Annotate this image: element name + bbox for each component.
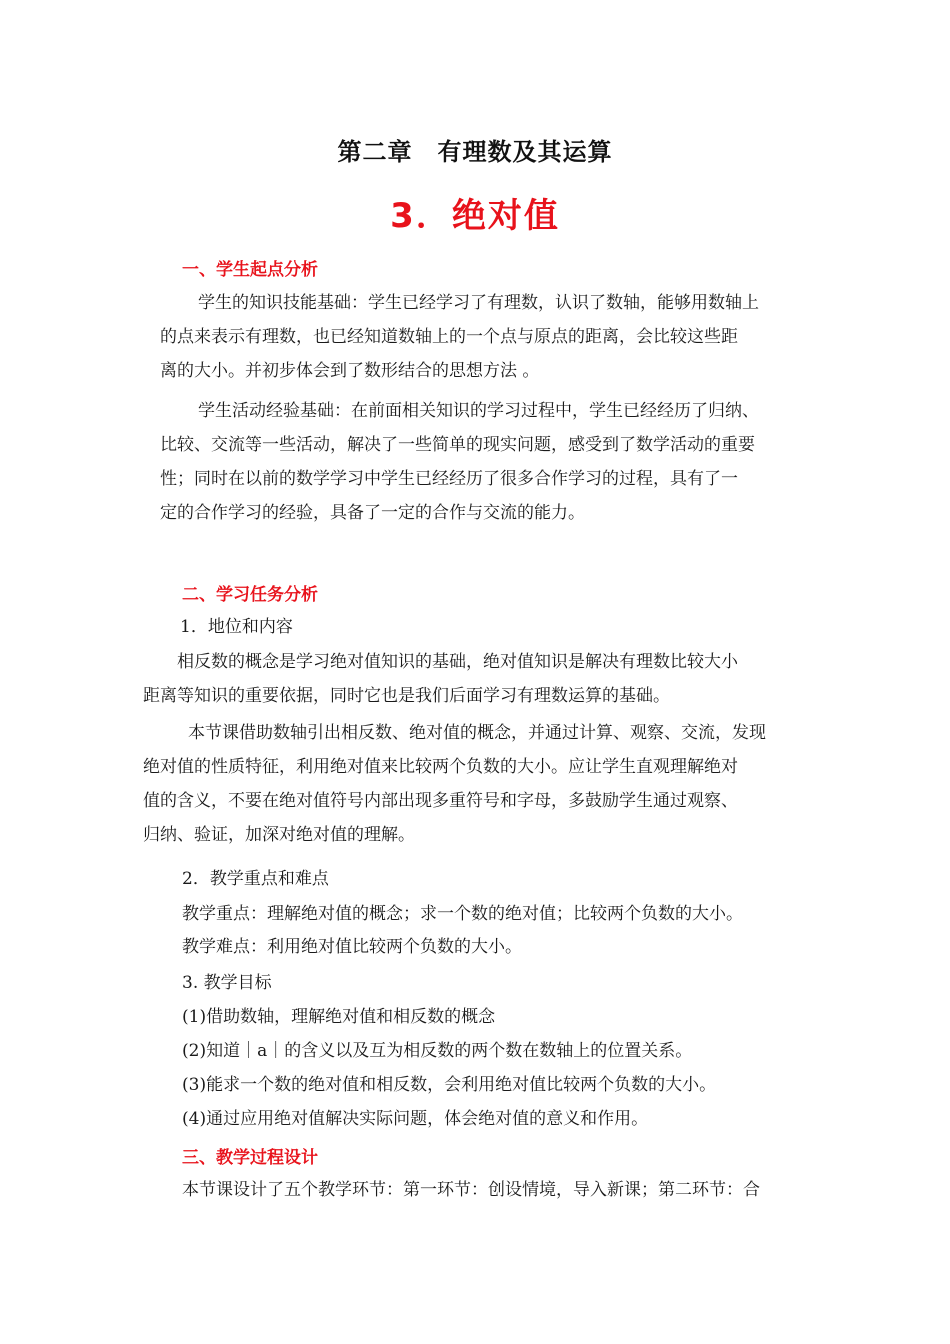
section-heading-process-design: 三、教学过程设计 <box>182 1148 318 1168</box>
lesson-title: 3．绝对值 <box>390 196 560 236</box>
subheading-goals: 3. 教学目标 <box>182 973 272 993</box>
paragraph-activity-basis <box>160 394 759 530</box>
text-line: 学生活动经验基础：在前面相关知识的学习过程中，学生已经经历了归纳、 <box>198 401 759 421</box>
section-heading-student-analysis: 一、学生起点分析 <box>182 260 318 280</box>
text-line: 的点来表示有理数，也已经知道数轴上的一个点与原点的距离，会比较这些距 <box>160 327 738 347</box>
goals-list <box>182 1000 716 1136</box>
text-line: 归纳、验证，加深对绝对值的理解。 <box>143 825 415 845</box>
text-line: 绝对值的性质特征，利用绝对值来比较两个负数的大小。应让学生直观理解绝对 <box>143 757 738 777</box>
text-line: 距离等知识的重要依据，同时它也是我们后面学习有理数运算的基础。 <box>143 686 670 706</box>
paragraph-process: 本节课设计了五个教学环节：第一环节：创设情境，导入新课；第二环节：合 <box>182 1180 760 1200</box>
text-line: 本节课借助数轴引出相反数、绝对值的概念，并通过计算、观察、交流，发现 <box>188 723 766 743</box>
difficulty-text: 教学难点：利用绝对值比较两个负数的大小。 <box>182 937 522 957</box>
text-line: 相反数的概念是学习绝对值知识的基础，绝对值知识是解决有理数比较大小 <box>177 652 738 672</box>
text-line: 学生的知识技能基础：学生已经学习了有理数，认识了数轴，能够用数轴上 <box>198 293 759 313</box>
text-line: 值的含义，不要在绝对值符号内部出现多重符号和字母，多鼓励学生通过观察、 <box>143 791 738 811</box>
paragraph-content <box>143 716 766 852</box>
goal-item: (1)借助数轴，理解绝对值和相反数的概念 <box>182 1007 496 1027</box>
text-line: 定的合作学习的经验，具备了一定的合作与交流的能力。 <box>160 503 585 523</box>
goal-item: (2)知道｜a｜的含义以及互为相反数的两个数在数轴上的位置关系。 <box>182 1041 693 1061</box>
text-line: 离的大小。并初步体会到了数形结合的思想方法 。 <box>160 361 540 381</box>
section-heading-task-analysis: 二、学习任务分析 <box>182 585 318 605</box>
key-point-text: 教学重点：理解绝对值的概念；求一个数的绝对值；比较两个负数的大小。 <box>182 904 743 924</box>
paragraph-knowledge-basis <box>160 286 759 388</box>
goal-item: (4)通过应用绝对值解决实际问题，体会绝对值的意义和作用。 <box>182 1109 649 1129</box>
paragraph-position <box>143 645 738 713</box>
subheading-key-points: 2．教学重点和难点 <box>182 869 329 889</box>
text-line: 性；同时在以前的数学学习中学生已经经历了很多合作学习的过程，具有了一 <box>160 469 738 489</box>
chapter-title: 第二章 有理数及其运算 <box>337 138 613 166</box>
text-line: 比较、交流等一些活动，解决了一些简单的现实问题，感受到了数学活动的重要 <box>160 435 755 455</box>
goal-item: (3)能求一个数的绝对值和相反数，会利用绝对值比较两个负数的大小。 <box>182 1075 717 1095</box>
subheading-position-content: 1．地位和内容 <box>180 617 293 637</box>
